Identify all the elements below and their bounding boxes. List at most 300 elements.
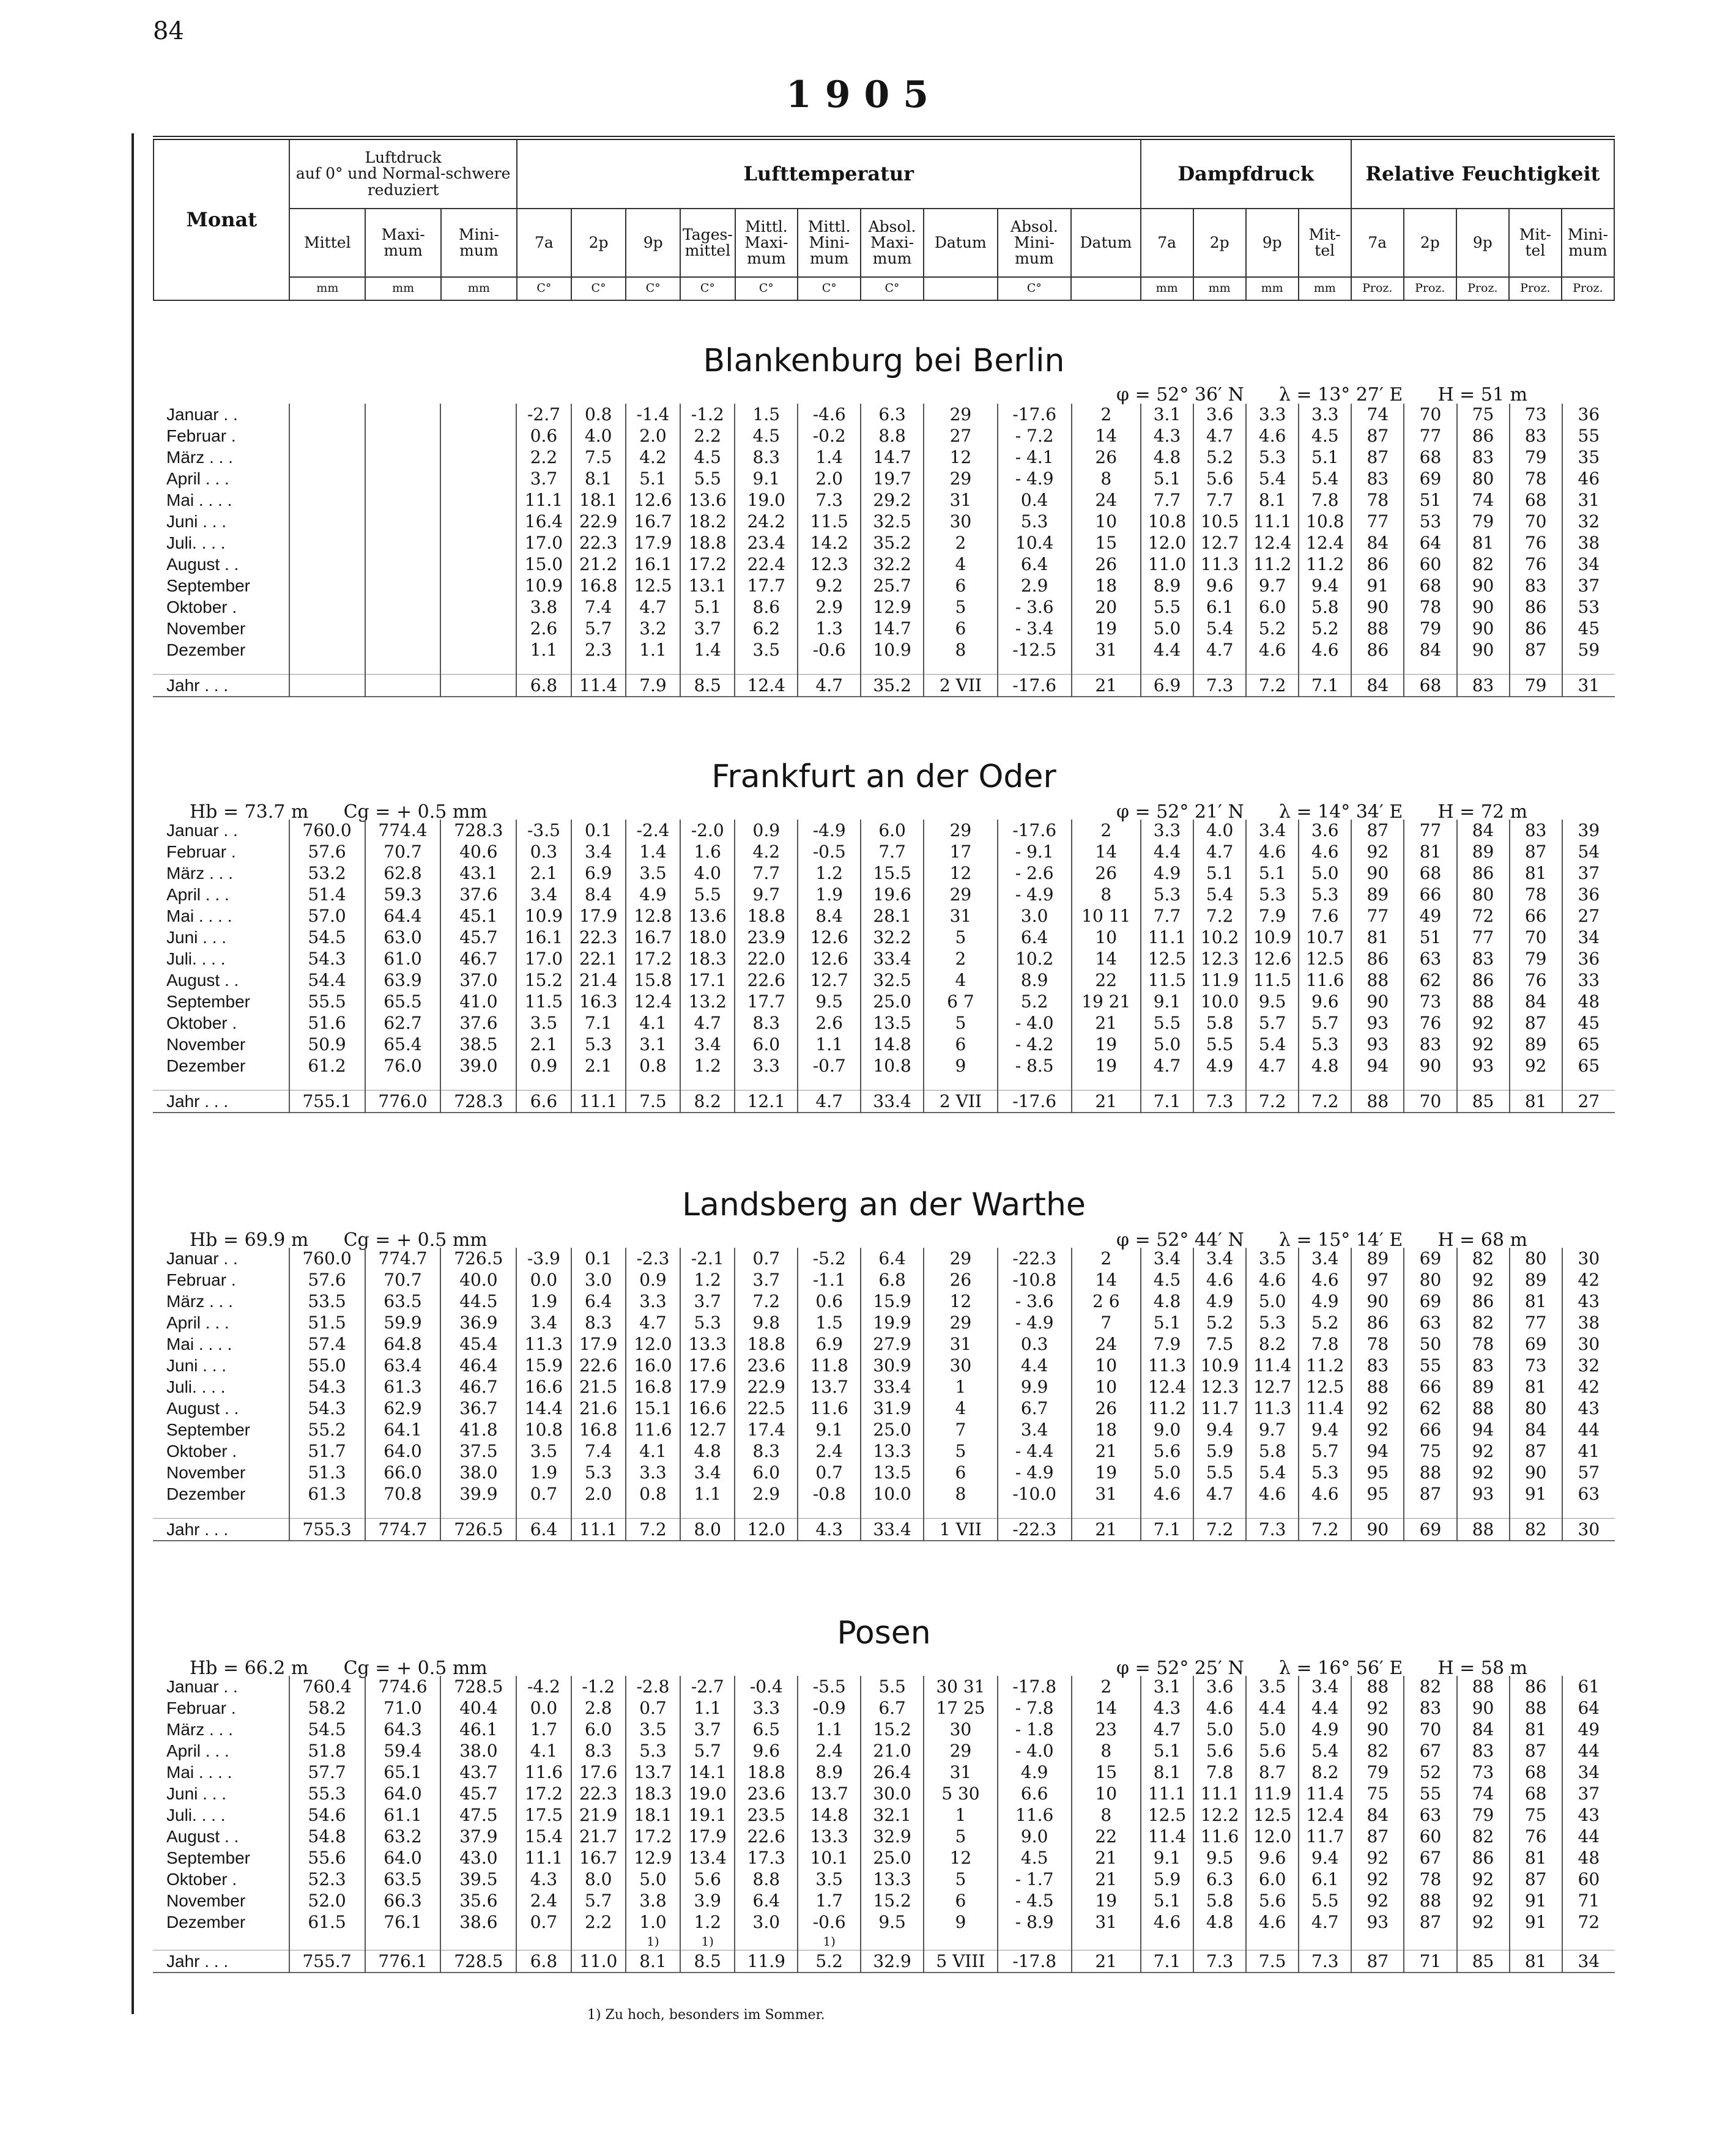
data-cell: 12.5: [1141, 948, 1193, 969]
data-cell: - 7.8: [998, 1697, 1072, 1719]
month-label: Juli. . . .: [166, 949, 226, 968]
header-unit-17: Proz.: [1351, 277, 1404, 300]
data-cell: 14: [1072, 948, 1141, 969]
spacer-cell: [1299, 1076, 1351, 1091]
table-row: [153, 1269, 1615, 1291]
data-cell: 15.8: [626, 969, 680, 991]
data-cell: 21.7: [571, 1826, 626, 1847]
data-cell: 6.0: [861, 820, 924, 841]
data-cell: 2.2: [680, 425, 735, 446]
month-label: März . . .: [166, 864, 233, 883]
data-cell: 14.1: [680, 1761, 735, 1783]
data-cell: 87: [1510, 1012, 1562, 1034]
data-cell: 92: [1351, 1869, 1404, 1890]
data-cell: 8.8: [861, 425, 924, 446]
data-cell: 88: [1457, 1676, 1510, 1697]
spacer-cell: [571, 1076, 626, 1091]
footnote-marker: [735, 1933, 798, 1950]
data-cell: 9.1: [1141, 991, 1193, 1012]
data-cell: [365, 404, 441, 425]
data-cell: -2.7: [516, 404, 571, 425]
data-cell: 52.3: [289, 1869, 365, 1890]
data-cell: 3.6: [1299, 820, 1351, 841]
data-cell: 83: [1404, 1034, 1456, 1055]
data-cell: -4.9: [798, 820, 861, 841]
data-cell: 42: [1562, 1376, 1615, 1398]
data-cell: 12.5: [1246, 1804, 1299, 1826]
station-title: Frankfurt an der Oder: [711, 758, 1056, 795]
spacer-cell: [626, 1076, 680, 1091]
data-cell: 92: [1351, 1697, 1404, 1719]
data-cell: 22.3: [571, 1783, 626, 1804]
data-cell: - 4.9: [998, 884, 1072, 905]
data-cell: 86: [1351, 1312, 1404, 1333]
data-cell: 3.4: [680, 1462, 735, 1483]
data-cell: 760.0: [289, 1248, 365, 1269]
data-cell: 2.2: [516, 446, 571, 468]
data-cell: 5.0: [1141, 1462, 1193, 1483]
data-cell: 18.3: [626, 1783, 680, 1804]
data-cell: 60: [1562, 1869, 1615, 1890]
data-cell: 89: [1457, 841, 1510, 862]
data-cell: 76.1: [365, 1911, 441, 1933]
header-col-8: Mittl. Mini-mum: [798, 209, 861, 277]
year-cell: 11.4: [571, 675, 626, 697]
data-cell: 1.1: [626, 639, 680, 661]
data-cell: 83: [1510, 575, 1562, 596]
data-cell: 74: [1457, 489, 1510, 511]
month-label: Juni . . .: [166, 1784, 227, 1803]
data-cell: -0.5: [798, 841, 861, 862]
data-cell: 4.0: [1193, 820, 1246, 841]
data-cell: 1: [924, 1804, 998, 1826]
data-cell: 6: [924, 1462, 998, 1483]
data-cell: 9.6: [1299, 991, 1351, 1012]
year-cell: 11.0: [571, 1950, 626, 1973]
data-cell: 3.1: [1141, 404, 1193, 425]
data-cell: 21.5: [571, 1376, 626, 1398]
data-cell: 12.7: [1193, 532, 1246, 554]
data-cell: 86: [1351, 948, 1404, 969]
data-cell: 68: [1404, 862, 1456, 884]
data-cell: -5.2: [798, 1248, 861, 1269]
data-cell: 12.7: [680, 1419, 735, 1440]
station-title: Posen: [837, 1615, 931, 1651]
header-col-12: Datum: [1071, 209, 1140, 277]
data-cell: -17.6: [998, 820, 1072, 841]
data-cell: 46: [1562, 468, 1615, 489]
station-title: Blankenburg bei Berlin: [703, 343, 1065, 379]
data-cell: 89: [1510, 1269, 1562, 1291]
data-cell: 18.8: [735, 1761, 798, 1783]
data-cell: 51.6: [289, 1012, 365, 1034]
data-cell: 57.0: [289, 905, 365, 927]
data-cell: 18.2: [680, 511, 735, 532]
table-row: [153, 1719, 1615, 1740]
station-section-landsberg: [153, 1187, 1615, 1590]
data-cell: 0.9: [735, 820, 798, 841]
data-cell: 9.7: [1246, 1419, 1299, 1440]
data-cell: 15.4: [516, 1826, 571, 1847]
data-cell: 55.6: [289, 1847, 365, 1869]
data-cell: 10.8: [516, 1419, 571, 1440]
data-cell: 11.6: [626, 1419, 680, 1440]
data-cell: - 1.8: [998, 1719, 1072, 1740]
data-cell: 4: [924, 969, 998, 991]
data-cell: 4.8: [1193, 1911, 1246, 1933]
data-cell: 57.6: [289, 841, 365, 862]
data-cell: 3.4: [516, 884, 571, 905]
data-cell: 65.5: [365, 991, 441, 1012]
header-group-lufttemperatur: Lufttemperatur: [517, 138, 1141, 209]
spacer-cell: [440, 1505, 516, 1519]
footnote-marker: [1246, 1933, 1299, 1950]
data-cell: -2.8: [626, 1676, 680, 1697]
data-cell: [365, 575, 441, 596]
data-cell: 57: [1562, 1462, 1615, 1483]
data-cell: 92: [1457, 1012, 1510, 1034]
data-cell: 29: [924, 884, 998, 905]
data-cell: 30: [1562, 1333, 1615, 1355]
year-cell: 33.4: [861, 1519, 924, 1541]
data-cell: 3.5: [516, 1440, 571, 1462]
data-cell: - 3.4: [998, 618, 1072, 639]
data-cell: 63: [1562, 1483, 1615, 1505]
data-cell: 8.4: [571, 884, 626, 905]
data-cell: - 9.1: [998, 841, 1072, 862]
data-cell: 19: [1072, 1462, 1141, 1483]
data-cell: 5.1: [1141, 1890, 1193, 1911]
data-cell: 774.6: [365, 1676, 441, 1697]
data-cell: 22.1: [571, 948, 626, 969]
data-cell: 69: [1510, 1333, 1562, 1355]
data-cell: 45: [1562, 618, 1615, 639]
data-cell: 5.0: [1246, 1291, 1299, 1312]
data-cell: 3.5: [1246, 1676, 1299, 1697]
data-cell: 3.7: [735, 1269, 798, 1291]
data-cell: 14.2: [798, 532, 861, 554]
data-cell: 2.4: [798, 1740, 861, 1761]
data-cell: 5.4: [1246, 1462, 1299, 1483]
data-cell: 83: [1457, 1355, 1510, 1376]
data-cell: [289, 511, 365, 532]
data-cell: 53.2: [289, 862, 365, 884]
data-cell: - 3.6: [998, 596, 1072, 618]
year-cell: 7.5: [1246, 1950, 1299, 1973]
header-col-2: Mini-mum: [441, 209, 517, 277]
data-cell: 11.5: [516, 991, 571, 1012]
data-cell: 17.0: [516, 948, 571, 969]
data-cell: 9: [924, 1911, 998, 1933]
spacer-cell: [1141, 1505, 1193, 1519]
data-cell: -0.8: [798, 1483, 861, 1505]
header-col-11: Absol. Mini-mum: [998, 209, 1072, 277]
data-cell: 75: [1351, 1783, 1404, 1804]
data-cell: 93: [1351, 1911, 1404, 1933]
data-cell: 2.4: [798, 1440, 861, 1462]
table-row: [153, 905, 1615, 927]
data-cell: -0.4: [735, 1676, 798, 1697]
data-cell: 12.7: [798, 969, 861, 991]
data-cell: 0.7: [516, 1911, 571, 1933]
month-label: Oktober .: [166, 598, 237, 617]
data-cell: 2.6: [798, 1012, 861, 1034]
data-cell: 81: [1510, 1291, 1562, 1312]
data-cell: 16.6: [516, 1376, 571, 1398]
data-cell: 36.9: [440, 1312, 516, 1333]
data-cell: 22.6: [735, 969, 798, 991]
data-cell: 10: [1072, 1376, 1141, 1398]
data-cell: 4.6: [1299, 1483, 1351, 1505]
data-cell: 84: [1457, 1719, 1510, 1740]
table-header: [153, 136, 1615, 301]
spacer-cell: [798, 1505, 861, 1519]
data-cell: 24: [1072, 489, 1141, 511]
month-label: September: [166, 576, 250, 595]
data-cell: 87: [1404, 1483, 1456, 1505]
data-cell: 2: [1072, 1248, 1141, 1269]
year-cell: 35.2: [861, 675, 924, 697]
data-cell: 90: [1457, 639, 1510, 661]
month-label: Mai . . . .: [166, 1335, 232, 1354]
data-cell: 1.1: [680, 1483, 735, 1505]
data-cell: 73: [1510, 404, 1562, 425]
header-unit-18: Proz.: [1404, 277, 1456, 300]
data-cell: 3.2: [626, 618, 680, 639]
data-cell: 2: [1072, 1676, 1141, 1697]
data-cell: 15.1: [626, 1398, 680, 1419]
year-cell: 27: [1562, 1091, 1615, 1113]
footnote-marker: [571, 1933, 626, 1950]
data-cell: 4.7: [1141, 1055, 1193, 1076]
data-cell: - 8.9: [998, 1911, 1072, 1933]
data-cell: 17.1: [680, 969, 735, 991]
month-label: Januar . .: [166, 1249, 238, 1268]
data-cell: 7.8: [1299, 1333, 1351, 1355]
header-col-14: 2p: [1193, 209, 1246, 277]
table-row: [153, 532, 1615, 554]
data-cell: 728.3: [440, 820, 516, 841]
page-number: 84: [153, 17, 184, 45]
header-unit-9: C°: [861, 277, 924, 300]
data-cell: 12.3: [1193, 948, 1246, 969]
header-col-3: 7a: [517, 209, 571, 277]
data-cell: 10.8: [1141, 511, 1193, 532]
table-row: [153, 1483, 1615, 1505]
data-cell: 14.8: [861, 1034, 924, 1055]
data-cell: 88: [1457, 991, 1510, 1012]
data-cell: 7.4: [571, 1440, 626, 1462]
data-cell: [440, 596, 516, 618]
data-cell: 5.3: [1299, 1462, 1351, 1483]
data-cell: 65.1: [365, 1761, 441, 1783]
data-cell: 3.5: [516, 1012, 571, 1034]
data-cell: 61.5: [289, 1911, 365, 1933]
data-cell: [289, 596, 365, 618]
table-row: [153, 1248, 1615, 1269]
data-cell: 4.6: [1246, 1269, 1299, 1291]
data-cell: 43.0: [440, 1847, 516, 1869]
data-cell: 6.0: [735, 1034, 798, 1055]
data-cell: 10.9: [1193, 1355, 1246, 1376]
table-row: [153, 575, 1615, 596]
data-cell: 37.6: [440, 884, 516, 905]
data-cell: 62.9: [365, 1398, 441, 1419]
data-cell: 4.6: [1141, 1483, 1193, 1505]
data-cell: 82: [1457, 1826, 1510, 1847]
data-cell: 8.3: [571, 1312, 626, 1333]
data-cell: 36: [1562, 884, 1615, 905]
data-cell: 13.1: [680, 575, 735, 596]
data-cell: 8.3: [735, 1440, 798, 1462]
data-cell: 1.2: [680, 1055, 735, 1076]
data-cell: 87: [1351, 820, 1404, 841]
year-label: Jahr . . .: [153, 675, 289, 697]
data-cell: [440, 404, 516, 425]
data-cell: 51: [1404, 927, 1456, 948]
data-cell: 63.4: [365, 1355, 441, 1376]
year-cell: 79: [1510, 675, 1562, 697]
year-label: Jahr . . .: [153, 1950, 289, 1973]
data-cell: 43.1: [440, 862, 516, 884]
header-col-9: Absol. Maxi-mum: [861, 209, 924, 277]
data-cell: 64.3: [365, 1719, 441, 1740]
year-cell: 83: [1457, 675, 1510, 697]
footnote-marker: [1457, 1933, 1510, 1950]
data-cell: 30 31: [924, 1676, 998, 1697]
header-group-luftdruck: [289, 138, 516, 209]
data-cell: 17.9: [571, 905, 626, 927]
year-cell: 82: [1510, 1519, 1562, 1541]
data-cell: 69: [1404, 1291, 1456, 1312]
data-cell: 9.5: [861, 1911, 924, 1933]
data-cell: 88: [1404, 1462, 1456, 1483]
data-cell: 4: [924, 1398, 998, 1419]
data-cell: 97: [1351, 1269, 1404, 1291]
data-cell: 2.6: [516, 618, 571, 639]
data-cell: 10: [1072, 1355, 1141, 1376]
data-cell: 10.1: [798, 1847, 861, 1869]
spacer-cell: [1404, 1505, 1456, 1519]
data-cell: 5.0: [1193, 1719, 1246, 1740]
year-cell: 85: [1457, 1091, 1510, 1113]
table-row: [153, 511, 1615, 532]
data-cell: 17.6: [571, 1761, 626, 1783]
data-cell: -0.2: [798, 425, 861, 446]
data-cell: 11.6: [1299, 969, 1351, 991]
data-cell: 16.8: [571, 575, 626, 596]
data-cell: 57.4: [289, 1333, 365, 1355]
data-cell: 54.6: [289, 1804, 365, 1826]
year-cell: 21: [1072, 1519, 1141, 1541]
data-cell: 19.9: [861, 1312, 924, 1333]
data-cell: 83: [1457, 446, 1510, 468]
header-col-20: Mit-tel: [1509, 209, 1562, 277]
table-row: [153, 1034, 1615, 1055]
year-cell: 70: [1404, 1091, 1456, 1113]
data-cell: 5.1: [680, 596, 735, 618]
data-cell: 86: [1457, 1291, 1510, 1312]
data-cell: 13.7: [626, 1761, 680, 1783]
data-cell: 55.5: [289, 991, 365, 1012]
spacer-cell: [365, 1076, 441, 1091]
data-cell: 5.3: [680, 1312, 735, 1333]
data-cell: 19 21: [1072, 991, 1141, 1012]
data-cell: 5.1: [1246, 862, 1299, 884]
data-cell: 23.5: [735, 1804, 798, 1826]
data-cell: 77: [1510, 1312, 1562, 1333]
header-unit-2: mm: [441, 277, 517, 300]
data-cell: 23.9: [735, 927, 798, 948]
data-cell: 78: [1404, 596, 1456, 618]
data-cell: 29: [924, 404, 998, 425]
header-col-4: 2p: [571, 209, 626, 277]
data-cell: 26: [1072, 554, 1141, 575]
data-cell: 39.5: [440, 1869, 516, 1890]
data-cell: -4.2: [516, 1676, 571, 1697]
data-cell: 31: [924, 1333, 998, 1355]
data-cell: 0.4: [998, 489, 1072, 511]
data-cell: 12: [924, 1847, 998, 1869]
data-cell: 3.4: [1246, 820, 1299, 841]
spacer-cell: [1510, 661, 1562, 675]
data-cell: 46.7: [440, 948, 516, 969]
data-cell: 0.7: [516, 1483, 571, 1505]
data-cell: 14.7: [861, 446, 924, 468]
data-cell: 63.5: [365, 1291, 441, 1312]
data-cell: 6.4: [571, 1291, 626, 1312]
data-cell: 12.8: [626, 905, 680, 927]
data-cell: 44: [1562, 1419, 1615, 1440]
data-cell: -10.0: [998, 1483, 1072, 1505]
data-cell: 37.0: [440, 969, 516, 991]
data-cell: 77: [1404, 820, 1456, 841]
data-cell: 90: [1351, 1291, 1404, 1312]
data-cell: 90: [1351, 1719, 1404, 1740]
data-cell: 41: [1562, 1440, 1615, 1462]
data-cell: 63.0: [365, 927, 441, 948]
year-cell: 2 VII: [924, 675, 998, 697]
data-cell: 21: [1072, 1847, 1141, 1869]
data-cell: 18.8: [735, 1333, 798, 1355]
data-cell: 12: [924, 862, 998, 884]
data-cell: 5.8: [1246, 1440, 1299, 1462]
year-cell: 30: [1562, 1519, 1615, 1541]
data-cell: 61.3: [365, 1376, 441, 1398]
data-cell: 29: [924, 1312, 998, 1333]
data-cell: - 4.9: [998, 468, 1072, 489]
data-cell: 12.4: [1246, 532, 1299, 554]
year-cell: 4.7: [798, 1091, 861, 1113]
table-row: [153, 554, 1615, 575]
data-cell: 4.6: [1299, 841, 1351, 862]
footnote-marker: [1193, 1933, 1246, 1950]
data-cell: 5.3: [626, 1740, 680, 1761]
data-cell: 22.3: [571, 532, 626, 554]
data-cell: 8.6: [735, 596, 798, 618]
data-cell: 46.7: [440, 1376, 516, 1398]
data-cell: 17.7: [735, 991, 798, 1012]
data-cell: 66.0: [365, 1462, 441, 1483]
spacer-cell: [861, 1076, 924, 1091]
data-cell: 16.0: [626, 1355, 680, 1376]
data-cell: 3.3: [1141, 820, 1193, 841]
month-label: März . . .: [166, 1292, 233, 1311]
data-cell: 0.8: [626, 1055, 680, 1076]
year-cell: 88: [1351, 1091, 1404, 1113]
footnote-marker: [1510, 1933, 1562, 1950]
data-cell: -2.0: [680, 820, 735, 841]
